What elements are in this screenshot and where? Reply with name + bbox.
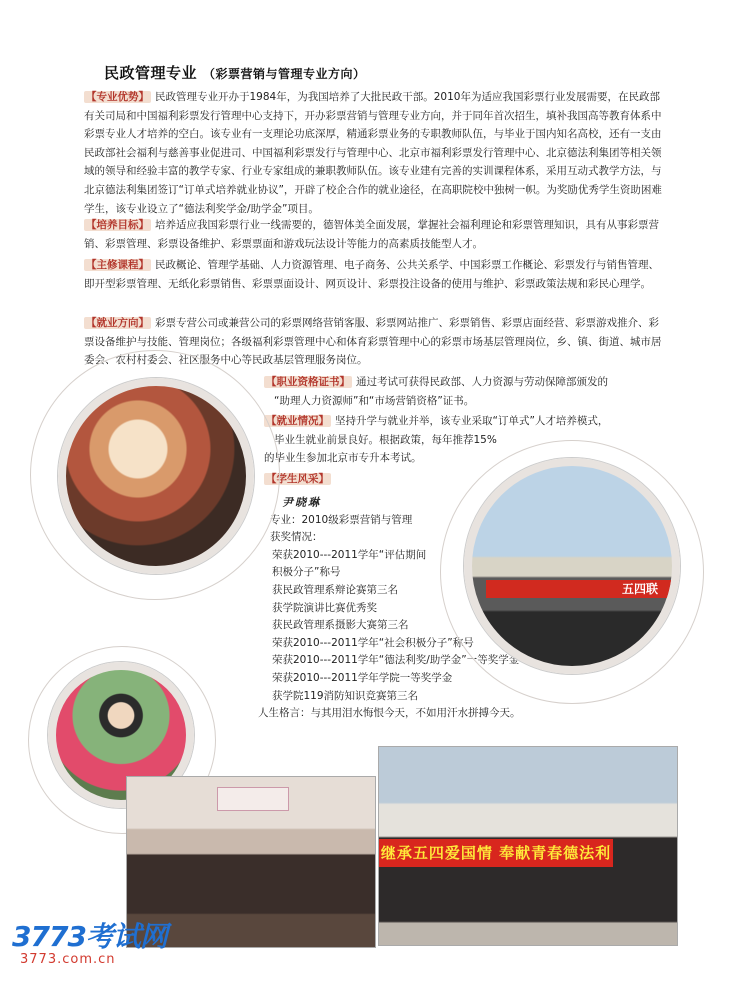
title-main: 民政管理专业 <box>104 64 198 82</box>
certificate-tag: 【职业资格证书】 <box>266 376 350 388</box>
certificate-line1: 通过考试可获得民政部、人力资源与劳动保障部颁发的 <box>356 376 608 388</box>
logo-main: 3773考试网 <box>12 920 167 953</box>
award-item: 获民政管理系摄影大赛第三名 <box>272 619 409 632</box>
section-goal <box>84 216 664 253</box>
group-photo-banner <box>378 746 678 946</box>
goal-text: 培养适应我国彩票行业一线需要的，德智体美全面发展，掌握社会福利理论和彩票管理知识，具有从事彩票营销、彩票管理、彩票设备维护、彩票票面和游戏玩法设计等能力的高素质技能型人才。 <box>84 219 659 250</box>
goal-tag: 【培养目标】 <box>86 219 149 231</box>
advantage-tag: 【专业优势】 <box>86 91 149 103</box>
student-name: 尹晓琳 <box>282 496 321 509</box>
group-photo-outdoor <box>464 458 680 674</box>
employment-tag: 【就业方向】 <box>86 317 149 329</box>
courses-tag: 【主修课程】 <box>86 259 149 271</box>
page-title <box>104 62 366 83</box>
student-major: 专业：2010级彩票营销与管理 <box>270 513 413 526</box>
jobs-tag: 【就业情况】 <box>266 415 329 427</box>
advantage-text: 民政管理专业开办于1984年，为我国培养了大批民政干部。2010年为适应我国彩票行业发展需要，在民政部有关司局和中国福利彩票发行管理中心支持下，开办彩票营销与管理专业方向，并于同年首次招生，填补我国高等教育体系中彩票专业人才培养的空白。该专业有一支理论功底深厚，精通彩票业务的专职教师队伍，与毕业于国内知名高校，还有一支由民政部社会福利与慈善事业促进司、中国福利彩票发行与管理中心、北京市福利彩票发行管理中心、北京德法利集团等相关领域的领导和经验丰富的教学专家、行业专家组成的兼职教师队伍。该专业建有完善的实训课程体系，采用互动式教学方法，与北京德法利集团签订“订单式培养就业协议”，开辟了校企合作的就业途径，在高职院校中独树一帜。为奖励优秀学生资助困难学生，该专业设立了“德法利奖学金/助学金”项目。 <box>84 91 662 215</box>
employment-text: 彩票专营公司或兼营公司的彩票网络营销客服、彩票网站推广、彩票销售、彩票店面经营、彩票游戏推介、彩票设备维护与技能、管理岗位；各级福利彩票管理中心和体育彩票管理中心的彩票市场基层管理岗位，乡、镇、街道、城市居委会、农村村委会、社区服务中心等民政基层管理服务岗位。 <box>84 317 662 367</box>
section-certificate <box>264 373 664 410</box>
jobs-line2: 毕业生就业前景良好。根据政策，每年推荐15% <box>274 433 497 446</box>
group-banner-2: 继承五四爱国情 奉献青春德法利 <box>379 839 613 867</box>
award-item: 获学院119消防知识竞赛第三名 <box>272 689 419 702</box>
courses-text: 民政概论、管理学基础、人力资源管理、电子商务、公共关系学、中国彩票工作概论、彩票发行与销售管理、即开型彩票管理、无纸化彩票销售、彩票票面设计、网页设计、彩票投注设备的使用与维护、彩票政策法规和彩民心理学。 <box>84 259 659 290</box>
section-advantage <box>84 88 664 218</box>
award-item: 荣获2010---2011学年“德法利奖/助学金”一等奖学金 <box>272 654 520 667</box>
certificate-line2: “助理人力资源师”和“市场营销资格”证书。 <box>274 394 475 407</box>
logo-url: 3773.com.cn <box>20 952 116 967</box>
award-item: 荣获2010---2011学年学院一等奖学金 <box>272 671 453 684</box>
site-logo[interactable] <box>12 922 182 967</box>
award-item: 获民政管理系辩论赛第三名 <box>272 583 398 596</box>
section-style <box>264 470 404 489</box>
title-subtitle: （彩票营销与管理专业方向） <box>203 67 366 81</box>
company-sign <box>217 787 289 811</box>
award-item: 荣获2010---2011学年“评估期间 <box>272 548 427 561</box>
student-awards-label: 获奖情况： <box>270 531 323 544</box>
group-banner-1: 五四联 <box>486 580 676 598</box>
award-item: 获学院演讲比赛优秀奖 <box>272 601 377 614</box>
section-courses <box>84 256 664 293</box>
award-item: 积极分子”称号 <box>272 566 341 579</box>
jobs-line3: 的毕业生参加北京市专升本考试。 <box>264 452 422 465</box>
classroom-photo <box>58 378 254 574</box>
student-motto: 人生格言：与其用泪水悔恨今天，不如用汗水拼搏今天。 <box>258 707 521 720</box>
style-tag: 【学生风采】 <box>266 473 329 485</box>
jobs-line1: 坚持升学与就业并举，该专业采取“订单式”人才培养模式， <box>335 415 609 427</box>
award-item: 荣获2010---2011学年“社会积极分子”称号 <box>272 636 474 649</box>
